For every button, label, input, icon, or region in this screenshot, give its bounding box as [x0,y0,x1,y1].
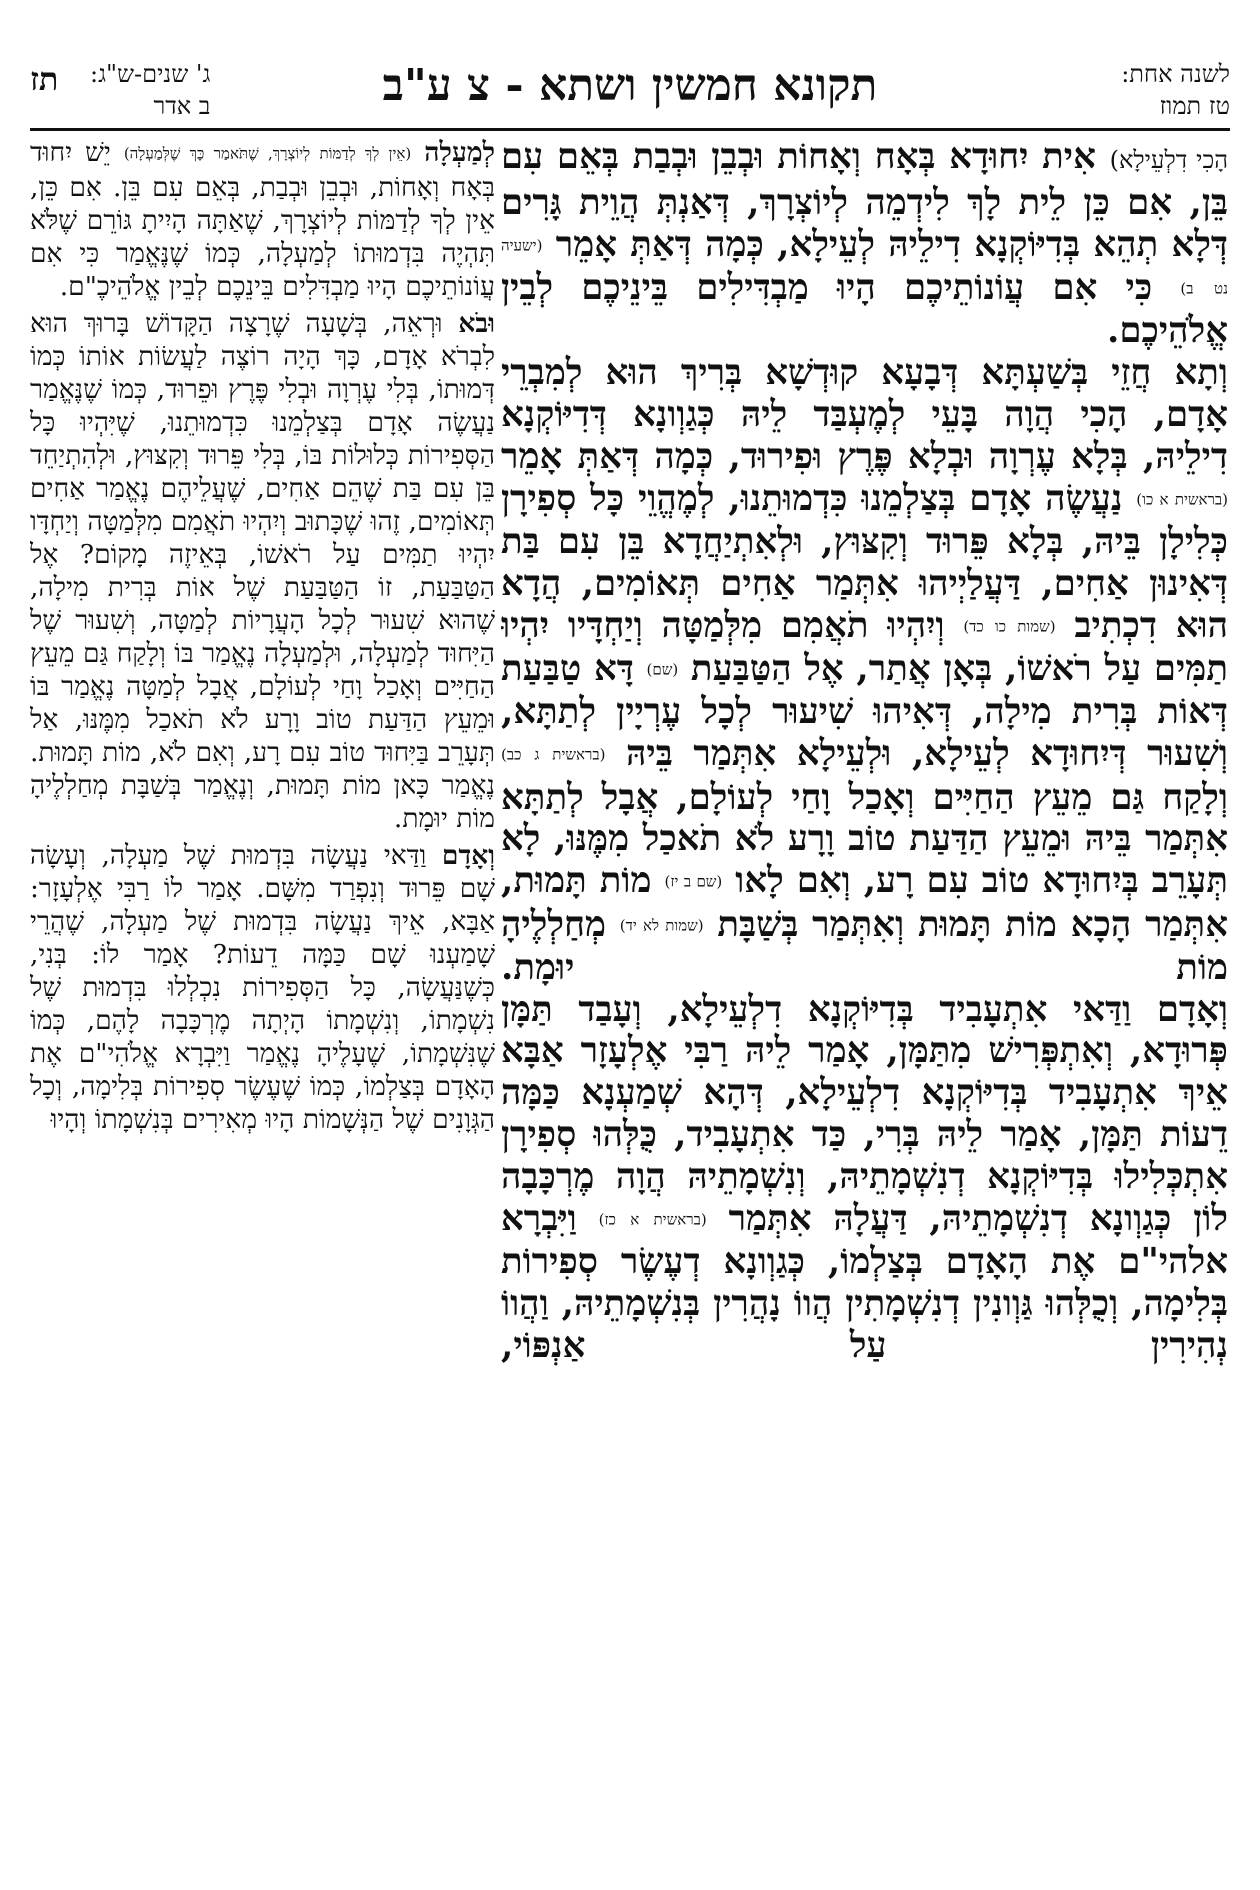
side-paragraph-2 [30,307,495,835]
page-title: תקונא חמשין ושתא - צ ע"ב [382,60,878,111]
main-paragraph-1-text: אִית יִחוּדָא בְּאָח וְאָחוֹת וּבְבֵן וּבְבַת בְּאֵם עִם בֵּן, אִם כֵּן לֵית לָךְ לִידְמֵה לְיוֹצְרָךְ, דְּאַנְתְּ הֲוֵית גָּרִים דְּלָא תְהֵא בְּדִיּוֹקְנָא דִילֵיהּ לְעֵילָא, כְּמָה דְּאַתְּ אָמֵר [501,136,1228,265]
main-paragraph-2-text: וְתָא חֲזֵי בְּשַׁעְתָּא דְּבָעָא קוּדְשָׁא בְּרִיךְ הוּא לְמִבְרֵי אָדָם, הָכִי הֲוָה בָּעֵי לְמֶעְבַּד לֵיהּ כְּגַוְונָא דְּדִיּוֹקְנָא דִילֵיהּ, בְּלָא עֶרְוָה וּבְלָא פֶּרֶץ וּפִירוּד, כְּמָה דְּאַתְּ אָמֵר [501,352,1228,477]
source-reference: (שמות כו כד) [963,617,1056,636]
source-reference: (שמות לא יד) [619,916,704,935]
side-paragraph-1-note: (אֵין לְךָ לְדַמּוֹת לְיוֹצְרָךְ, שֶׁתֹּאמַר כָּךְ שֶׁלְּמַעְלָה) [123,144,412,163]
main-text-column [501,136,1228,1856]
source-reference: (בראשית ג כב) [501,745,606,764]
translation-column [30,136,495,1856]
source-reference: (ישעיה נט ב) [501,236,1228,298]
main-paragraph-2 [501,352,1228,989]
main-paragraph-3 [501,989,1228,1367]
side-paragraph-2-text: וּרְאֵה, בְּשָׁעָה שֶׁרָצָה הַקָּדוֹשׁ בָּרוּךְ הוּא לִבְרֹא אָדָם, כָּךְ הָיָה רוֹצֶה לַעֲשׂוֹת אוֹתוֹ כְּמוֹ דְּמוּתוֹ, בְּלִי עֶרְוָה וּבְלִי פֶּרֶץ וּפֵרוּד, כְּמוֹ שֶׁנֶּאֱמַר נַעֲשֶׂה אָדָם בְּצַלְמֵנוּ כִּדְמוּתֵנוּ, שֶׁיִּהְיוּ כָּל הַסְּפִירוֹת כְּלוּלוֹת בּוֹ, בְּלִי פֵּרוּד וְקִצּוּץ, וּלְהִתְיַחֵד בֵּן עִם בַּת שֶׁהֵם אַחִים, שֶׁעֲלֵיהֶם נֶאֱמַר אַחִים תְּאוֹמִים, זֶהוּ שֶׁכָּתוּב וְיִהְיוּ תֹאֲמִם מִלְּמַטָּה וְיַחְדָּו יִהְיוּ תַמִּים עַל רֹאשׁוֹ, בְּאֵיזֶה מָקוֹם? אֶל הַטַּבַּעַת, זוֹ הַטַּבַּעַת שֶׁל אוֹת בְּרִית מִילָה, שֶׁהוּא שִׁעוּר לְכָל הָעֲרָיוֹת לְמַטָּה, וְשִׁעוּר שֶׁל הַיִּחוּד לְמַעְלָה, וּלְמַעְלָה נֶאֱמַר בּוֹ וְלָקַח גַּם מֵעֵץ הַחַיִּים וְאָכַל וָחַי לְעוֹלָם, אֲבָל לְמַטָּה נֶאֱמַר בּוֹ וּמֵעֵץ הַדַּעַת טוֹב וָרָע לֹא תֹאכַל מִמֶּנּוּ, אַל תְּעָרֵב בַּיִּחוּד טוֹב עִם רָע, וְאִם לֹא, מוֹת תָּמוּת. נֶאֱמַר כָּאן מוֹת תָּמוּת, וְנֶאֱמַר בְּשַׁבָּת מְחַלְלֶיהָ מוֹת יוּמָת. [30,307,495,834]
main-paragraph-3-text2: וַיִּבְרָא אלהי"ם אֶת הָאָדָם בְּצַלְמוֹ, כְּגַוְונָא דְעֶשֶׂר סְפִירוֹת בְּלִימָה, וְכֻלְּהוּ גַּוְונִין דְנִשְׁמָתִין הֲווֹ נָהֲרִין בְּנִשְׁמָתֵיהּ, וַהֲווֹ נְהִירִין עַל אַנְפּוֹי, [501,1197,1228,1366]
header-right-line2: טז תמוז [1159,92,1230,120]
main-paragraph-3-text: וְאָדָם וַדַּאי אִתְעָבִיד בְּדִיּוֹקְנָא דִלְעֵילָא, וְעָבַד תַּמָּן פְּרוּדָא, וְאִתְפְּרִישׁ מִתַּמָּן, אָמַר לֵיהּ רַבִּי אֶלְעָזָר אַבָּא אֵיךְ אִתְעָבִיד בְּדִיּוֹקְנָא דִלְעֵילָא, דְּהָא שְׁמַעְנָא כַּמָּה דֵעוֹת תַּמָּן, אָמַר לֵיהּ בְּרִי, כַּד אִתְעָבִיד, כֻּלְּהוּ סְפִירָן אִתְכְּלִילוּ בְּדִיּוֹקְנָא דְנִשְׁמָתֵיהּ, וְנִשְׁמָתֵיהּ הֲוָה מֶרְכָּבָה לוֹן כְּגַוְונָא דְנִשְׁמָתֵיהּ, דַּעֲלָהּ אִתְּמַר [501,988,1228,1239]
header-left-line2: ב אדר [153,92,211,120]
source-reference: (שם) [646,660,679,679]
main-paragraph-1-lead: הָכִי דִלְעֵילָא) [1109,146,1228,174]
main-paragraph-2-text6: מוֹת תָּמוּת, אִתְּמַר הָכָא מוֹת תָּמוּת וְאִתְּמַר בְּשַׁבָּת [501,860,1228,945]
main-paragraph-2-text4: דָּא טַבַּעַת דְּאוֹת בְּרִית מִילָה, דְּאִיהוּ שִׁיעוּר לְכָל עֶרְיָין לְתַתָּא, וְשִׁעוּר דְּיִחוּדָא לְעֵילָא, וּלְעֵילָא אִתְּמַר בֵּיהּ [501,647,1228,775]
side-paragraph-1-text: יֵשׁ יִחוּד בְּאָח וְאָחוֹת, וּבְבֵן וּבְבַת, בְּאֵם עִם בֵּן. אִם כֵּן, אֵין לְךָ לְדַמּוֹת לְיוֹצְרָךְ, שֶׁאַתָּה הָיִיתָ גּוֹרֵם שֶׁלֹּא תִּהְיֶה בִּדְמוּתוֹ לְמַעְלָה, כְּמוֹ שֶׁנֶּאֱמַר כִּי אִם עֲוֹנוֹתֵיכֶם הָיוּ מַבְדִּלִים בֵּינֵכֶם לְבֵין אֱלֹהֵיכֶ"ם. [30,137,495,302]
main-paragraph-2-text3: וְיִהְיוּ תֹאֲמִם מִלְּמַטָּה וְיַחְדָּיו יִהְיוּ תַמִּים עַל רֹאשׁוֹ, בְּאָן אֲתַר, אֶל הַטַּבַּעַת [501,604,1228,689]
header-date-three-years [90,58,210,122]
main-paragraph-2-text7: מְחַלְלֶיהָ מוֹת יוּמָת. [501,903,1228,988]
main-paragraph-1-text2: כִּי אִם עֲוֹנוֹתֵיכֶם הָיוּ מַבְדִּילִים בֵּינֵיכֶם לְבֵין אֱלֹהֵיכֶם. [501,266,1228,352]
header-left-line1: ג' שנים-ש"ג: [90,60,211,88]
source-reference: (בראשית א כז) [598,1210,707,1229]
main-paragraph-2-text2: נַעֲשֶׂה אָדָם בְּצַלְמֵנוּ כִּדְמוּתֵנוּ, לְמֶהֱוֵי כָּל סְפִירָן כְּלִילָן בֵּיהּ, בְּלָא פֵּרוּד וְקִצּוּץ, וּלְאִתְיַחֲדָא בֵּן עִם בַּת דְּאִינוּן אַחִים, דַּעֲלַיְיהוּ אִתְּמַר אַחִים תְּאוֹמִים, הֲדָא הוּא דִכְתִיב [501,477,1228,646]
page-number: תז [30,60,59,98]
side-paragraph-3 [30,839,495,1136]
side-paragraph-1-lead: לְמַעְלָה [424,137,495,168]
main-paragraph-1 [501,136,1228,352]
side-paragraph-1 [30,136,495,303]
side-paragraph-3-text: וַדַּאי נַעֲשָׂה בִּדְמוּת שֶׁל מַעְלָה, וְעָשָׂה שָׁם פֵּרוּד וְנִפְרַד מִשָּׁם. אָמַר לוֹ רַבִּי אֶלְעָזָר: אַבָּא, אֵיךְ נַעֲשָׂה בִּדְמוּת שֶׁל מַעְלָה, שֶׁהֲרֵי שָׁמַעְנוּ שָׁם כַּמָּה דֵעוֹת? אָמַר לוֹ: בְּנִי, כְּשֶׁנַּעֲשָׂה, כָּל הַסְּפִירוֹת נִכְלְלוּ בִּדְמוּת שֶׁל נִשְׁמָתוֹ, וְנִשְׁמָתוֹ הָיְתָה מֶרְכָּבָה לָהֶם, כְּמוֹ שֶׁנִּשְׁמָתוֹ, שֶׁעָלֶיהָ נֶאֱמַר וַיִּבְרָא אֱלֹהִי"ם אֶת הָאָדָם בְּצַלְמוֹ, כְּמוֹ שֶׁעֶשֶׂר סְפִירוֹת בְּלִימָה, וְכָל הַגְּוָנִים שֶׁל הַנְּשָׁמוֹת הָיוּ מְאִירִים בְּנִשְׁמָתוֹ וְהָיוּ [30,839,495,1135]
main-paragraph-2-text5: וְלָקַח גַּם מֵעֵץ הַחַיִּים וְאָכַל וָחַי לְעוֹלָם, אֲבָל לְתַתָּא אִתְּמַר בֵּיהּ וּמֵעֵץ הַדַּעַת טוֹב וָרָע לֹא תֹאכַל מִמֶּנּוּ, לָא תְּעָרֵב בְּיִחוּדָא טוֹב עִם רָע, וְאִם לָאו [501,776,1228,902]
page-header [30,58,1230,128]
side-paragraph-3-lead: וְאָדָם [441,839,495,871]
header-divider [30,128,1230,131]
side-paragraph-2-lead: וּבֹא [458,307,495,339]
header-right-line1: לשנה אחת: [1121,60,1230,88]
source-reference: (שם ב יז) [664,872,723,891]
source-reference: (בראשית א כו) [1136,490,1228,509]
